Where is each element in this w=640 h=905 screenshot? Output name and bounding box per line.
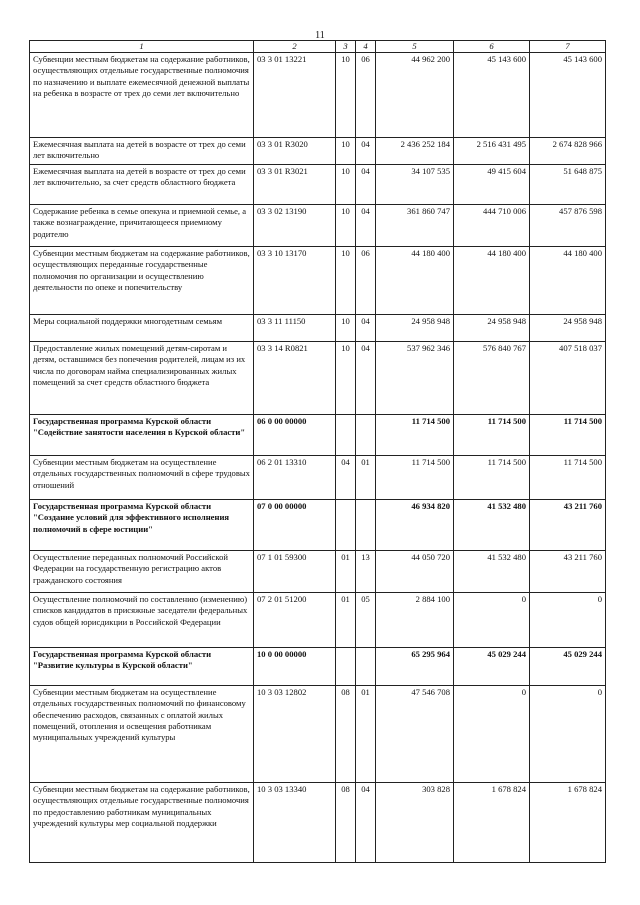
- table-row: [30, 165, 606, 205]
- page-number: 11: [315, 30, 325, 41]
- row-value-cell: 1 678 824: [530, 783, 606, 863]
- row-section-cell: 04: [336, 456, 356, 500]
- table-row: [30, 342, 606, 415]
- row-code-cell: 03 3 01 R3021: [254, 165, 336, 205]
- row-code-cell: 03 3 01 R3020: [254, 138, 336, 165]
- row-value-cell: 41 532 480: [454, 551, 530, 593]
- row-name-cell: Осуществление переданных полномочий Российской Федерации на государственную регистрацию актов гражданского состояния: [30, 551, 254, 593]
- table-row: [30, 138, 606, 165]
- row-name-cell: Субвенции местным бюджетам на содержание работников, осуществляющих отдельные государственные полномочия по назначению и выплате ежемесячной денежной выплаты на ребенка в возрасте от трех до семи лет включительно: [30, 53, 254, 138]
- row-value-cell: 0: [454, 686, 530, 783]
- row-value-cell: 24 958 948: [376, 315, 454, 342]
- row-name-cell: Осуществление полномочий по составлению (изменению) списков кандидатов в присяжные заседатели федеральных судов общей юрисдикции в Российской Федерации: [30, 593, 254, 648]
- row-value-cell: 44 050 720: [376, 551, 454, 593]
- row-value-cell: 24 958 948: [454, 315, 530, 342]
- header-cell: 5: [376, 41, 454, 53]
- row-subsection-cell: 04: [356, 342, 376, 415]
- row-code-cell: 03 3 02 13190: [254, 205, 336, 247]
- row-subsection-cell: [356, 648, 376, 686]
- row-value-cell: 11 714 500: [376, 456, 454, 500]
- row-value-cell: 45 029 244: [530, 648, 606, 686]
- row-section-cell: 01: [336, 551, 356, 593]
- row-value-cell: 2 674 828 966: [530, 138, 606, 165]
- row-code-cell: 10 3 03 12802: [254, 686, 336, 783]
- row-value-cell: 46 934 820: [376, 500, 454, 551]
- row-name-cell: Ежемесячная выплата на детей в возрасте от трех до семи лет включительно: [30, 138, 254, 165]
- row-value-cell: 49 415 604: [454, 165, 530, 205]
- row-value-cell: 11 714 500: [454, 415, 530, 456]
- row-name-cell: Государственная программа Курской области "Развитие культуры в Курской области": [30, 648, 254, 686]
- header-cell: 6: [454, 41, 530, 53]
- row-subsection-cell: 04: [356, 205, 376, 247]
- table-row: [30, 456, 606, 500]
- row-name-cell: Субвенции местным бюджетам на осуществление отдельных государственных полномочий в сфере трудовых отношений: [30, 456, 254, 500]
- row-code-cell: 06 0 00 00000: [254, 415, 336, 456]
- row-code-cell: 03 3 14 R0821: [254, 342, 336, 415]
- row-value-cell: 444 710 006: [454, 205, 530, 247]
- row-name-cell: Субвенции местным бюджетам на осуществление отдельных государственных полномочий по финансовому обеспечению расходов, связанных с оплатой жилых помещений, отопления и освещения работникам муниципальных учреждений культуры: [30, 686, 254, 783]
- row-subsection-cell: 04: [356, 165, 376, 205]
- row-value-cell: 537 962 346: [376, 342, 454, 415]
- table-row: [30, 247, 606, 315]
- row-name-cell: Государственная программа Курской области "Создание условий для эффективного исполнения полномочий в сфере юстиции": [30, 500, 254, 551]
- row-section-cell: [336, 415, 356, 456]
- row-value-cell: 11 714 500: [530, 456, 606, 500]
- table-row: [30, 686, 606, 783]
- row-value-cell: 41 532 480: [454, 500, 530, 551]
- row-subsection-cell: 06: [356, 53, 376, 138]
- row-code-cell: 10 3 03 13340: [254, 783, 336, 863]
- row-value-cell: 1 678 824: [454, 783, 530, 863]
- row-value-cell: 0: [530, 686, 606, 783]
- row-value-cell: 43 211 760: [530, 500, 606, 551]
- row-code-cell: 06 2 01 13310: [254, 456, 336, 500]
- row-code-cell: 03 3 01 13221: [254, 53, 336, 138]
- row-section-cell: 08: [336, 686, 356, 783]
- row-value-cell: 11 714 500: [376, 415, 454, 456]
- row-section-cell: 10: [336, 342, 356, 415]
- row-value-cell: 51 648 875: [530, 165, 606, 205]
- row-subsection-cell: [356, 415, 376, 456]
- header-cell: 4: [356, 41, 376, 53]
- program-row: [30, 415, 606, 456]
- row-name-cell: Меры социальной поддержки многодетным семьям: [30, 315, 254, 342]
- row-value-cell: 45 143 600: [454, 53, 530, 138]
- table-row: [30, 551, 606, 593]
- row-value-cell: 407 518 037: [530, 342, 606, 415]
- row-value-cell: 43 211 760: [530, 551, 606, 593]
- row-value-cell: 44 180 400: [376, 247, 454, 315]
- row-section-cell: 10: [336, 205, 356, 247]
- row-subsection-cell: 13: [356, 551, 376, 593]
- row-value-cell: 44 180 400: [530, 247, 606, 315]
- row-subsection-cell: [356, 500, 376, 551]
- program-row: [30, 648, 606, 686]
- row-subsection-cell: 04: [356, 138, 376, 165]
- row-subsection-cell: 01: [356, 456, 376, 500]
- row-section-cell: 01: [336, 593, 356, 648]
- header-row: [30, 41, 606, 53]
- row-value-cell: 576 840 767: [454, 342, 530, 415]
- header-cell: 1: [30, 41, 254, 53]
- row-section-cell: 10: [336, 315, 356, 342]
- row-value-cell: 34 107 535: [376, 165, 454, 205]
- row-value-cell: 303 828: [376, 783, 454, 863]
- row-section-cell: [336, 500, 356, 551]
- budget-table: [29, 40, 606, 863]
- row-section-cell: 08: [336, 783, 356, 863]
- row-code-cell: 07 2 01 51200: [254, 593, 336, 648]
- row-subsection-cell: 06: [356, 247, 376, 315]
- table-row: [30, 315, 606, 342]
- row-value-cell: 2 884 100: [376, 593, 454, 648]
- row-code-cell: 07 0 00 00000: [254, 500, 336, 551]
- row-subsection-cell: 01: [356, 686, 376, 783]
- row-value-cell: 65 295 964: [376, 648, 454, 686]
- row-name-cell: Субвенции местным бюджетам на содержание работников, осуществляющих переданные государственные полномочия по организации и осуществлению деятельности по опеке и попечительству: [30, 247, 254, 315]
- table-row: [30, 53, 606, 138]
- row-subsection-cell: 04: [356, 315, 376, 342]
- row-subsection-cell: 05: [356, 593, 376, 648]
- row-value-cell: 457 876 598: [530, 205, 606, 247]
- row-value-cell: 45 143 600: [530, 53, 606, 138]
- row-code-cell: 10 0 00 00000: [254, 648, 336, 686]
- row-value-cell: 11 714 500: [530, 415, 606, 456]
- row-code-cell: 07 1 01 59300: [254, 551, 336, 593]
- row-value-cell: 44 962 200: [376, 53, 454, 138]
- header-cell: 7: [530, 41, 606, 53]
- row-code-cell: 03 3 11 11150: [254, 315, 336, 342]
- row-name-cell: Содержание ребенка в семье опекуна и приемной семье, а также вознаграждение, причитающееся приемному родителю: [30, 205, 254, 247]
- header-cell: 3: [336, 41, 356, 53]
- row-value-cell: 2 436 252 184: [376, 138, 454, 165]
- row-name-cell: Предоставление жилых помещений детям-сиротам и детям, оставшимся без попечения родителей, лицам из их числа по договорам найма специализированных жилых помещений за счет средств областного бюджета: [30, 342, 254, 415]
- row-value-cell: 47 546 708: [376, 686, 454, 783]
- row-section-cell: 10: [336, 53, 356, 138]
- row-section-cell: 10: [336, 247, 356, 315]
- row-value-cell: 11 714 500: [454, 456, 530, 500]
- row-value-cell: 0: [454, 593, 530, 648]
- row-value-cell: 361 860 747: [376, 205, 454, 247]
- row-section-cell: 10: [336, 138, 356, 165]
- row-value-cell: 24 958 948: [530, 315, 606, 342]
- table-row: [30, 205, 606, 247]
- table-row: [30, 593, 606, 648]
- row-value-cell: 45 029 244: [454, 648, 530, 686]
- row-value-cell: 2 516 431 495: [454, 138, 530, 165]
- header-cell: 2: [254, 41, 336, 53]
- row-value-cell: 0: [530, 593, 606, 648]
- row-subsection-cell: 04: [356, 783, 376, 863]
- row-section-cell: 10: [336, 165, 356, 205]
- row-name-cell: Государственная программа Курской области "Содействие занятости населения в Курской области": [30, 415, 254, 456]
- row-name-cell: Субвенции местным бюджетам на содержание работников, осуществляющих отдельные государственные полномочия по предоставлению работникам муниципальных учреждений культуры мер социальной поддержки: [30, 783, 254, 863]
- row-code-cell: 03 3 10 13170: [254, 247, 336, 315]
- row-value-cell: 44 180 400: [454, 247, 530, 315]
- row-section-cell: [336, 648, 356, 686]
- table-row: [30, 783, 606, 863]
- program-row: [30, 500, 606, 551]
- row-name-cell: Ежемесячная выплата на детей в возрасте от трех до семи лет включительно, за счет средств областного бюджета: [30, 165, 254, 205]
